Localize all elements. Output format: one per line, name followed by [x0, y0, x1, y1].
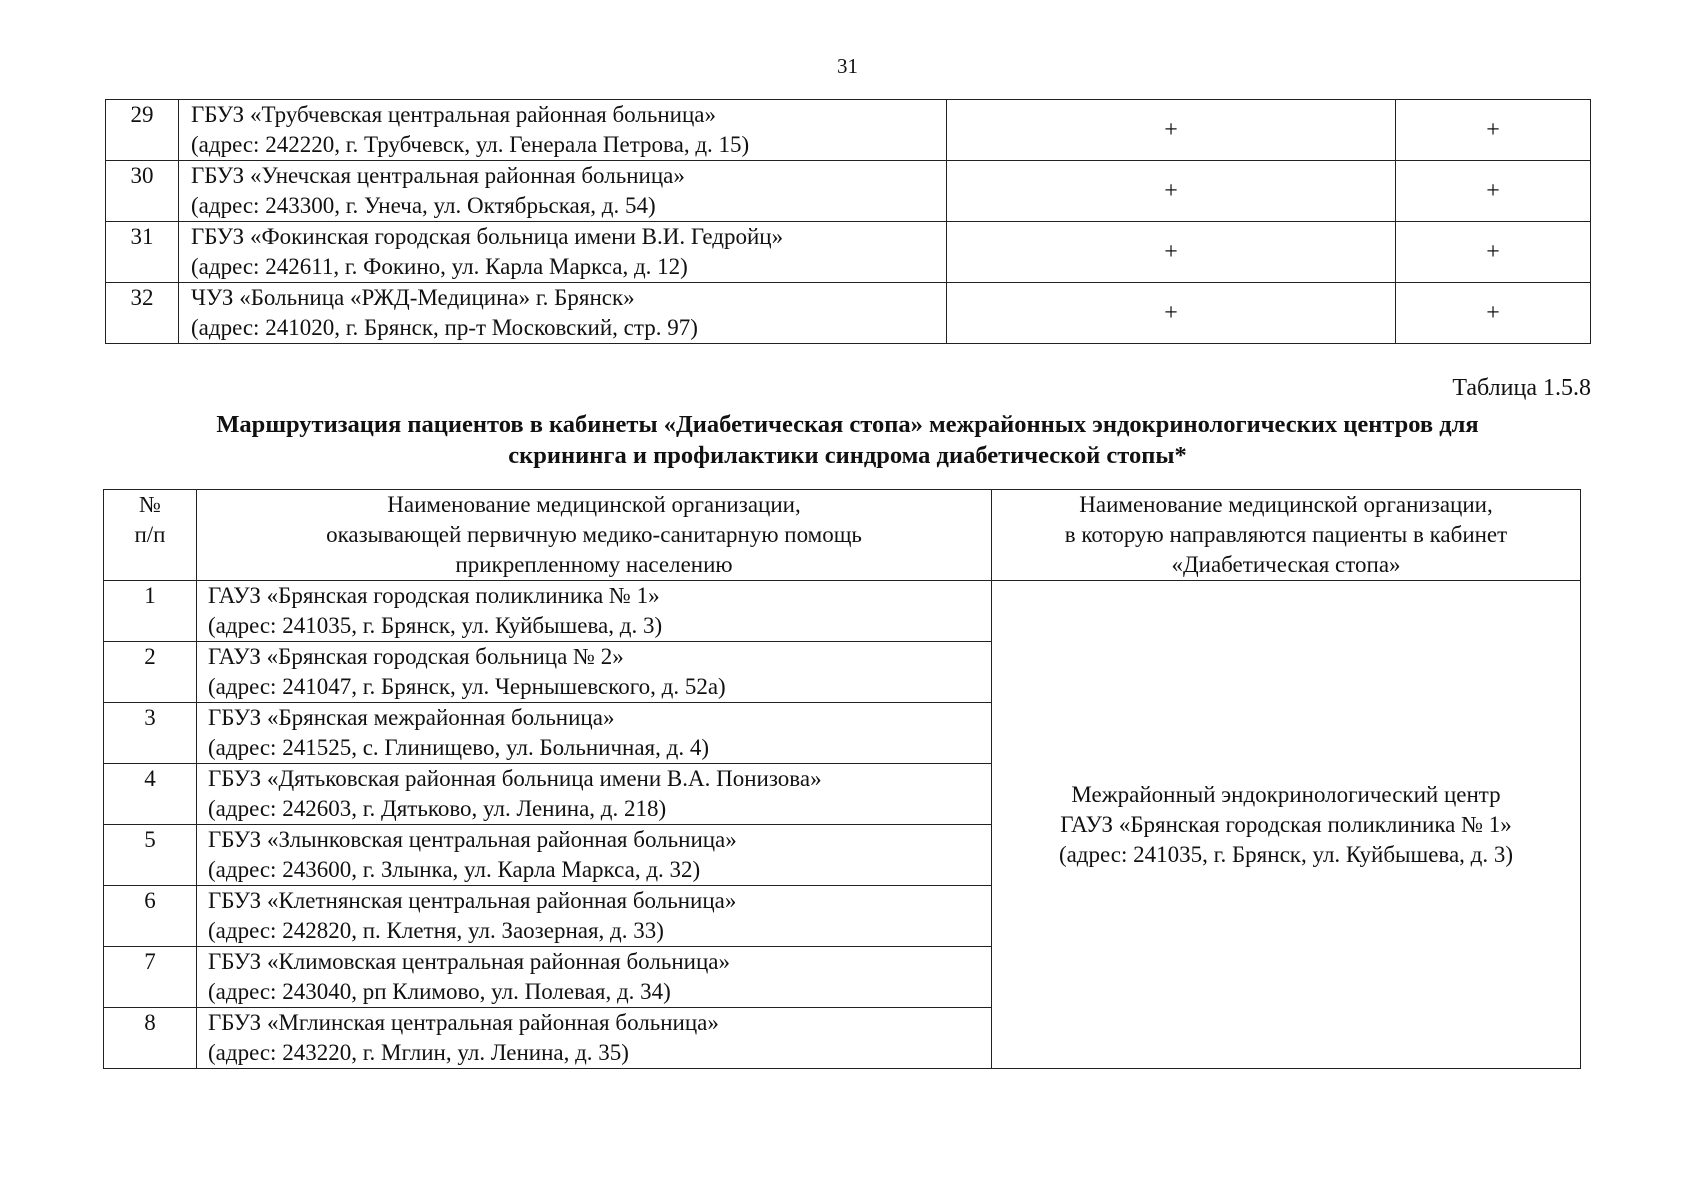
- organization-name: ГБУЗ «Дятьковская районная больница имени В.А. Понизова»: [208, 766, 822, 791]
- organization-name: ГАУЗ «Брянская городская больница № 2»: [208, 644, 624, 669]
- organization-address: (адрес: 241047, г. Брянск, ул. Чернышевского, д. 52а): [208, 674, 726, 699]
- mark-cell: +: [947, 100, 1396, 161]
- mark-cell: +: [1396, 283, 1591, 344]
- organization-address: (адрес: 241525, с. Глинищево, ул. Больничная, д. 4): [208, 735, 709, 760]
- header-text: оказывающей первичную медико-санитарную помощь: [326, 522, 862, 547]
- row-number: 30: [106, 161, 179, 222]
- table-row: [106, 222, 1591, 283]
- organization-cell: [197, 886, 992, 947]
- row-number: 4: [104, 764, 197, 825]
- mark-cell: +: [1396, 161, 1591, 222]
- organization-cell: [179, 283, 947, 344]
- organization-address: (адрес: 241035, г. Брянск, ул. Куйбышева, д. 3): [208, 613, 663, 638]
- table-heading-line: скрининга и профилактики синдрома диабетической стопы*: [508, 442, 1187, 469]
- organization-address: (адрес: 242611, г. Фокино, ул. Карла Маркса, д. 12): [191, 254, 688, 279]
- row-number: 5: [104, 825, 197, 886]
- organization-name: ГБУЗ «Климовская центральная районная больница»: [208, 949, 730, 974]
- continuation-table: [105, 99, 1591, 344]
- organization-cell: [197, 581, 992, 642]
- organization-address: (адрес: 242603, г. Дятьково, ул. Ленина, д. 218): [208, 796, 667, 821]
- table-row: [106, 161, 1591, 222]
- routing-table: [103, 489, 1581, 1069]
- row-number: 2: [104, 642, 197, 703]
- header-row: [104, 490, 1581, 581]
- organization-name: ГАУЗ «Брянская городская поликлиника № 1»: [208, 583, 660, 608]
- organization-name: ЧУЗ «Больница «РЖД-Медицина» г. Брянск»: [191, 285, 635, 310]
- table-row: [106, 283, 1591, 344]
- mark-cell: +: [947, 161, 1396, 222]
- header-text: п/п: [134, 522, 166, 547]
- organization-address: (адрес: 243040, рп Климово, ул. Полевая, д. 34): [208, 979, 671, 1004]
- mark-cell: +: [947, 283, 1396, 344]
- header-text: Наименование медицинской организации,: [1079, 492, 1493, 517]
- organization-cell: [197, 1008, 992, 1069]
- organization-address: (адрес: 241020, г. Брянск, пр-т Московский, стр. 97): [191, 315, 698, 340]
- organization-cell: [197, 947, 992, 1008]
- header-number: [104, 490, 197, 581]
- organization-name: ГБУЗ «Злынковская центральная районная больница»: [208, 827, 737, 852]
- header-text: прикрепленному населению: [455, 552, 733, 577]
- header-source-organization: [197, 490, 992, 581]
- row-number: 31: [106, 222, 179, 283]
- organization-name: ГБУЗ «Трубчевская центральная районная больница»: [191, 102, 716, 127]
- table-heading: [100, 409, 1595, 471]
- organization-name: ГБУЗ «Брянская межрайонная больница»: [208, 705, 615, 730]
- table-row: [106, 100, 1591, 161]
- row-number: 3: [104, 703, 197, 764]
- target-organization-line: Межрайонный эндокринологический центр: [1071, 781, 1501, 807]
- organization-address: (адрес: 243600, г. Злынка, ул. Карла Маркса, д. 32): [208, 857, 701, 882]
- organization-name: ГБУЗ «Фокинская городская больница имени В.И. Гедройц»: [191, 224, 784, 249]
- organization-address: (адрес: 243300, г. Унеча, ул. Октябрьская, д. 54): [191, 193, 656, 218]
- target-organization-line: (адрес: 241035, г. Брянск, ул. Куйбышева, д. 3): [1058, 841, 1514, 867]
- header-text: №: [139, 492, 161, 517]
- mark-cell: +: [1396, 222, 1591, 283]
- target-organization-cell: [992, 581, 1581, 1069]
- organization-cell: [197, 703, 992, 764]
- organization-cell: [179, 161, 947, 222]
- organization-cell: [179, 100, 947, 161]
- organization-name: ГБУЗ «Мглинская центральная районная больница»: [208, 1010, 719, 1035]
- mark-cell: +: [1396, 100, 1591, 161]
- organization-address: (адрес: 243220, г. Мглин, ул. Ленина, д. 35): [208, 1040, 629, 1065]
- row-number: 32: [106, 283, 179, 344]
- mark-cell: +: [947, 222, 1396, 283]
- organization-name: ГБУЗ «Клетнянская центральная районная больница»: [208, 888, 737, 913]
- header-target-organization: [992, 490, 1581, 581]
- organization-cell: [197, 825, 992, 886]
- page-number: 31: [837, 54, 858, 78]
- organization-cell: [197, 764, 992, 825]
- target-organization-line: ГАУЗ «Брянская городская поликлиника № 1»: [1060, 811, 1512, 837]
- row-number: 7: [104, 947, 197, 1008]
- header-text: в которую направляются пациенты в кабинет: [1064, 522, 1508, 547]
- organization-name: ГБУЗ «Унечская центральная районная больница»: [191, 163, 685, 188]
- table-row: [104, 581, 1581, 642]
- header-text: «Диабетическая стопа»: [1171, 552, 1401, 577]
- organization-cell: [197, 642, 992, 703]
- table-heading-line: Маршрутизация пациентов в кабинеты «Диабетическая стопа» межрайонных эндокринологических центров для: [216, 411, 1479, 438]
- row-number: 6: [104, 886, 197, 947]
- row-number: 1: [104, 581, 197, 642]
- table-caption: Таблица 1.5.8: [1452, 375, 1591, 401]
- organization-address: (адрес: 242220, г. Трубчевск, ул. Генерала Петрова, д. 15): [191, 132, 750, 157]
- organization-cell: [179, 222, 947, 283]
- row-number: 29: [106, 100, 179, 161]
- organization-address: (адрес: 242820, п. Клетня, ул. Заозерная, д. 33): [208, 918, 664, 943]
- row-number: 8: [104, 1008, 197, 1069]
- header-text: Наименование медицинской организации,: [387, 492, 801, 517]
